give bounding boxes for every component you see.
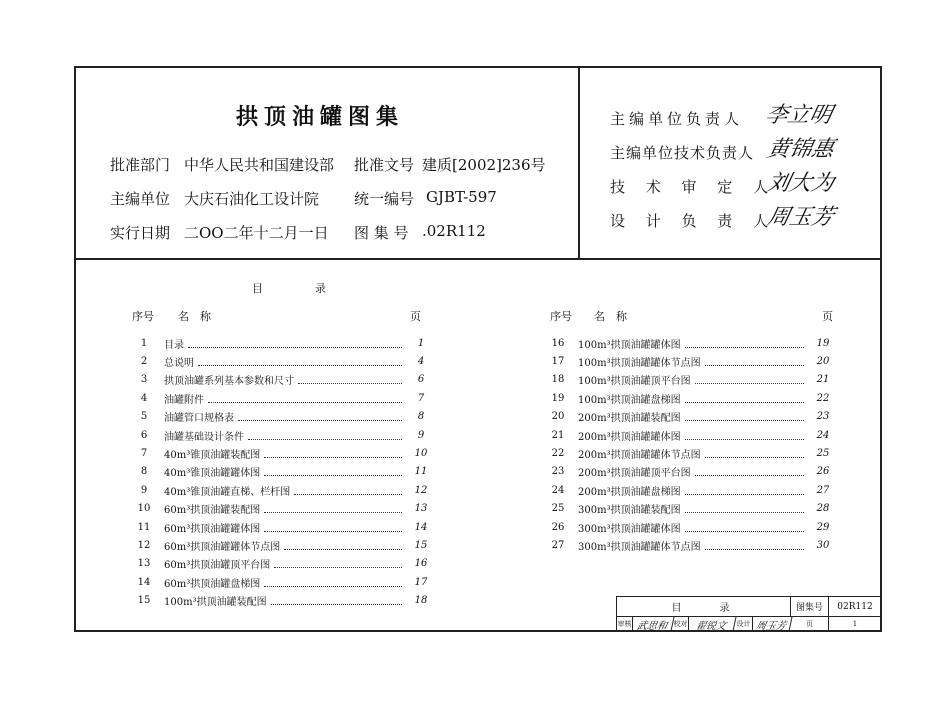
toc-row-no: 3 xyxy=(140,374,148,386)
toc-row xyxy=(538,426,838,444)
toc-row-leader xyxy=(264,523,402,532)
design-label: 设计 xyxy=(735,617,753,631)
toc-row-page: 16 xyxy=(414,558,428,570)
toc-row xyxy=(538,481,838,499)
toc-row-page: 22 xyxy=(816,392,830,404)
toc-row-page: 23 xyxy=(816,411,830,423)
toc-row-name: 60m³拱顶油罐罐体节点图 xyxy=(164,541,281,553)
atlas-value: 02R112 xyxy=(829,597,881,617)
toc-row xyxy=(124,426,436,444)
toc-row-no: 26 xyxy=(551,521,565,533)
toc-row-name: 300m³拱顶油罐装配图 xyxy=(578,505,681,517)
toc-row-name: 300m³拱顶油罐罐体图 xyxy=(578,523,681,535)
toc-row-leader xyxy=(705,449,804,458)
approval-doc-label: 批准文号 xyxy=(354,156,415,174)
toc-row-page: 13 xyxy=(414,503,428,515)
toc-row-name: 油罐管口规格表 xyxy=(164,413,234,425)
toc-row-name: 40m³锥顶油罐装配图 xyxy=(164,449,261,461)
toc-row xyxy=(124,592,436,610)
toc-row-leader xyxy=(264,449,402,458)
toc-row-page: 14 xyxy=(414,521,428,533)
page-title: 拱顶油罐图集 xyxy=(236,104,405,130)
toc-row-page: 7 xyxy=(417,392,425,404)
toc-row-leader xyxy=(685,339,804,348)
effective-date-value: 二OO二年十二月一日 xyxy=(184,224,329,242)
toc-row-no: 2 xyxy=(140,355,148,367)
toc-row-page: 10 xyxy=(414,447,428,459)
designer-signature: 周玉芳 xyxy=(764,205,837,230)
unified-code-value: GJBT-597 xyxy=(426,188,497,206)
designer-label: 设 计 负 责 人 xyxy=(610,212,777,230)
toc-row-page: 1 xyxy=(417,337,425,349)
toc-row-name: 60m³拱顶油罐盘梯图 xyxy=(164,578,261,590)
toc-row-leader xyxy=(695,467,804,476)
check-signature: 翟锐文 xyxy=(688,617,737,631)
toc-row-leader xyxy=(271,596,402,605)
toc-row-name: 100m³拱顶油罐顶平台图 xyxy=(578,376,691,388)
approval-dept-label: 批准部门 xyxy=(110,156,171,174)
toc-row-leader xyxy=(294,486,402,495)
toc-row xyxy=(538,371,838,389)
toc-row xyxy=(538,408,838,426)
toc-right-col-page: 页 xyxy=(822,310,833,323)
toc-row-leader xyxy=(284,541,402,550)
toc-row-name: 200m³拱顶油罐罐体节点图 xyxy=(578,449,701,461)
chief-signature: 李立明 xyxy=(762,103,835,128)
tech-chief-signature: 黄锦惠 xyxy=(764,137,837,162)
toc-row xyxy=(124,463,436,481)
toc-row-leader xyxy=(274,559,402,568)
design-signature: 周玉芳 xyxy=(752,617,793,631)
title-block xyxy=(616,596,882,632)
toc-row-page: 26 xyxy=(816,466,830,478)
toc-row-name: 40m³锥顶油罐直梯、栏杆图 xyxy=(164,486,291,498)
approval-dept-value: 中华人民共和国建设部 xyxy=(184,156,335,174)
review-label: 审核 xyxy=(617,617,633,631)
toc-row-leader xyxy=(264,504,402,513)
toc-row xyxy=(538,463,838,481)
toc-row-no: 23 xyxy=(551,466,565,478)
toc-row-page: 17 xyxy=(414,576,428,588)
header-divider xyxy=(76,258,880,260)
toc-row-no: 18 xyxy=(551,374,565,386)
toc-row-leader xyxy=(298,375,402,384)
tech-chief-label: 主编单位技术负责人 xyxy=(610,144,755,162)
check-label: 校对 xyxy=(673,617,689,631)
page-label: 页 xyxy=(791,617,829,631)
toc-row-no: 24 xyxy=(551,484,565,496)
toc-left-col-name: 名 称 xyxy=(178,310,211,323)
toc-row xyxy=(538,444,838,462)
toc-row xyxy=(124,500,436,518)
toc-row-page: 6 xyxy=(417,374,425,386)
toc-row-leader xyxy=(685,486,804,495)
toc-row-leader xyxy=(198,357,402,366)
toc-row-page: 15 xyxy=(414,539,428,551)
toc-row-page: 19 xyxy=(816,337,830,349)
toc-row-no: 5 xyxy=(140,411,148,423)
toc-row-no: 7 xyxy=(140,447,148,459)
toc-row-leader xyxy=(264,467,402,476)
toc-row-page: 12 xyxy=(414,484,428,496)
chief-label: 主编单位负责人 xyxy=(610,110,744,128)
toc-row-name: 60m³拱顶油罐顶平台图 xyxy=(164,560,271,572)
toc-row-leader xyxy=(705,541,804,550)
toc-row-no: 17 xyxy=(551,355,565,367)
atlas-no-value: .02R112 xyxy=(422,222,486,240)
toc-row xyxy=(124,389,436,407)
toc-row-no: 10 xyxy=(137,503,151,515)
editor-unit-label: 主编单位 xyxy=(110,190,171,208)
toc-row xyxy=(538,536,838,554)
toc-row-leader xyxy=(705,357,804,366)
toc-row-name: 300m³拱顶油罐罐体节点图 xyxy=(578,541,701,553)
toc-row-page: 9 xyxy=(417,429,425,441)
toc-row-no: 19 xyxy=(551,392,565,404)
toc-row-leader xyxy=(208,394,402,403)
toc-row-no: 15 xyxy=(137,595,151,607)
toc-row-no: 13 xyxy=(137,558,151,570)
toc-row-no: 9 xyxy=(140,484,148,496)
toc-row xyxy=(538,518,838,536)
atlas-label: 图集号 xyxy=(791,597,829,617)
toc-row-page: 27 xyxy=(816,484,830,496)
toc-row xyxy=(124,555,436,573)
toc-row-page: 4 xyxy=(417,355,425,367)
toc-title: 目 录 xyxy=(252,282,336,295)
toc-row-no: 4 xyxy=(140,392,148,404)
toc-row xyxy=(124,536,436,554)
toc-row-no: 14 xyxy=(137,576,151,588)
toc-row-name: 目录 xyxy=(164,339,184,351)
toc-row-page: 24 xyxy=(816,429,830,441)
toc-row-no: 1 xyxy=(140,337,148,349)
toc-row-name: 100m³拱顶油罐盘梯图 xyxy=(578,394,681,406)
toc-row-name: 200m³拱顶油罐装配图 xyxy=(578,413,681,425)
toc-row xyxy=(124,481,436,499)
toc-row-leader xyxy=(238,412,402,421)
toc-row xyxy=(538,389,838,407)
atlas-no-label: 图 集 号 xyxy=(354,224,409,242)
toc-row-no: 22 xyxy=(551,447,565,459)
toc-row-page: 8 xyxy=(417,411,425,423)
page-value: 1 xyxy=(852,620,858,628)
toc-row-leader xyxy=(685,523,804,532)
toc-row-name: 60m³拱顶油罐罐体图 xyxy=(164,523,261,535)
toc-row-leader xyxy=(685,431,804,440)
toc-row-name: 200m³拱顶油罐罐体图 xyxy=(578,431,681,443)
toc-row-page: 20 xyxy=(816,355,830,367)
toc-row-no: 27 xyxy=(551,539,565,551)
toc-row xyxy=(538,334,838,352)
toc-row xyxy=(538,500,838,518)
toc-row-page: 30 xyxy=(816,539,830,551)
toc-row-name: 40m³锥顶油罐罐体图 xyxy=(164,468,261,480)
toc-row-name: 油罐附件 xyxy=(164,394,204,406)
toc-row-no: 11 xyxy=(137,521,151,533)
toc-right-col-no: 序号 xyxy=(550,310,572,323)
toc-row-no: 6 xyxy=(140,429,148,441)
toc-row xyxy=(538,352,838,370)
toc-row-page: 11 xyxy=(414,466,428,478)
toc-row-name: 总说明 xyxy=(164,357,194,369)
toc-row-name: 200m³拱顶油罐顶平台图 xyxy=(578,468,691,480)
toc-row-page: 21 xyxy=(816,374,830,386)
toc-row-no: 8 xyxy=(140,466,148,478)
toc-left-col-no: 序号 xyxy=(132,310,154,323)
drawing-frame xyxy=(74,66,882,632)
toc-row-name: 60m³拱顶油罐装配图 xyxy=(164,505,261,517)
reviewer-signature: 刘大为 xyxy=(764,171,837,196)
toc-row-no: 16 xyxy=(551,337,565,349)
toc-row-no: 21 xyxy=(551,429,565,441)
toc-row xyxy=(124,444,436,462)
toc-row-page: 18 xyxy=(414,595,428,607)
toc-row xyxy=(124,334,436,352)
toc-row-name: 100m³拱顶油罐罐体图 xyxy=(578,339,681,351)
toc-row-name: 拱顶油罐系列基本参数和尺寸 xyxy=(164,376,294,388)
toc-row-page: 29 xyxy=(816,521,830,533)
toc-row-page: 25 xyxy=(816,447,830,459)
editor-unit-value: 大庆石油化工设计院 xyxy=(184,190,320,208)
unified-code-label: 统一编号 xyxy=(354,190,415,208)
toc-row-name: 100m³拱顶油罐装配图 xyxy=(164,597,267,609)
toc-row xyxy=(124,408,436,426)
toc-row-no: 25 xyxy=(551,503,565,515)
toc-row-leader xyxy=(264,578,402,587)
toc-row xyxy=(124,573,436,591)
toc-row-leader xyxy=(695,375,804,384)
toc-row xyxy=(124,371,436,389)
review-signature: 武思和 xyxy=(632,617,675,631)
toc-left-col-page: 页 xyxy=(410,310,421,323)
toc-row-no: 20 xyxy=(551,411,565,423)
header-vertical-divider xyxy=(578,68,580,258)
toc-row-leader xyxy=(685,412,804,421)
toc-row-name: 200m³拱顶油罐盘梯图 xyxy=(578,486,681,498)
toc-row-leader xyxy=(188,339,402,348)
toc-right-col-name: 名 称 xyxy=(594,310,627,323)
title-block-name: 目 录 xyxy=(617,597,791,617)
toc-row-page: 28 xyxy=(816,503,830,515)
toc-row-leader xyxy=(248,431,402,440)
toc-row-name: 油罐基础设计条件 xyxy=(164,431,244,443)
toc-row-leader xyxy=(685,504,804,513)
reviewer-label: 技 术 审 定 人 xyxy=(610,178,777,196)
toc-row-leader xyxy=(685,394,804,403)
approval-doc-value: 建质[2002]236号 xyxy=(422,156,546,174)
toc-row-no: 12 xyxy=(137,539,151,551)
toc-row xyxy=(124,352,436,370)
toc-row-name: 100m³拱顶油罐罐体节点图 xyxy=(578,357,701,369)
toc-row xyxy=(124,518,436,536)
effective-date-label: 实行日期 xyxy=(110,224,171,242)
